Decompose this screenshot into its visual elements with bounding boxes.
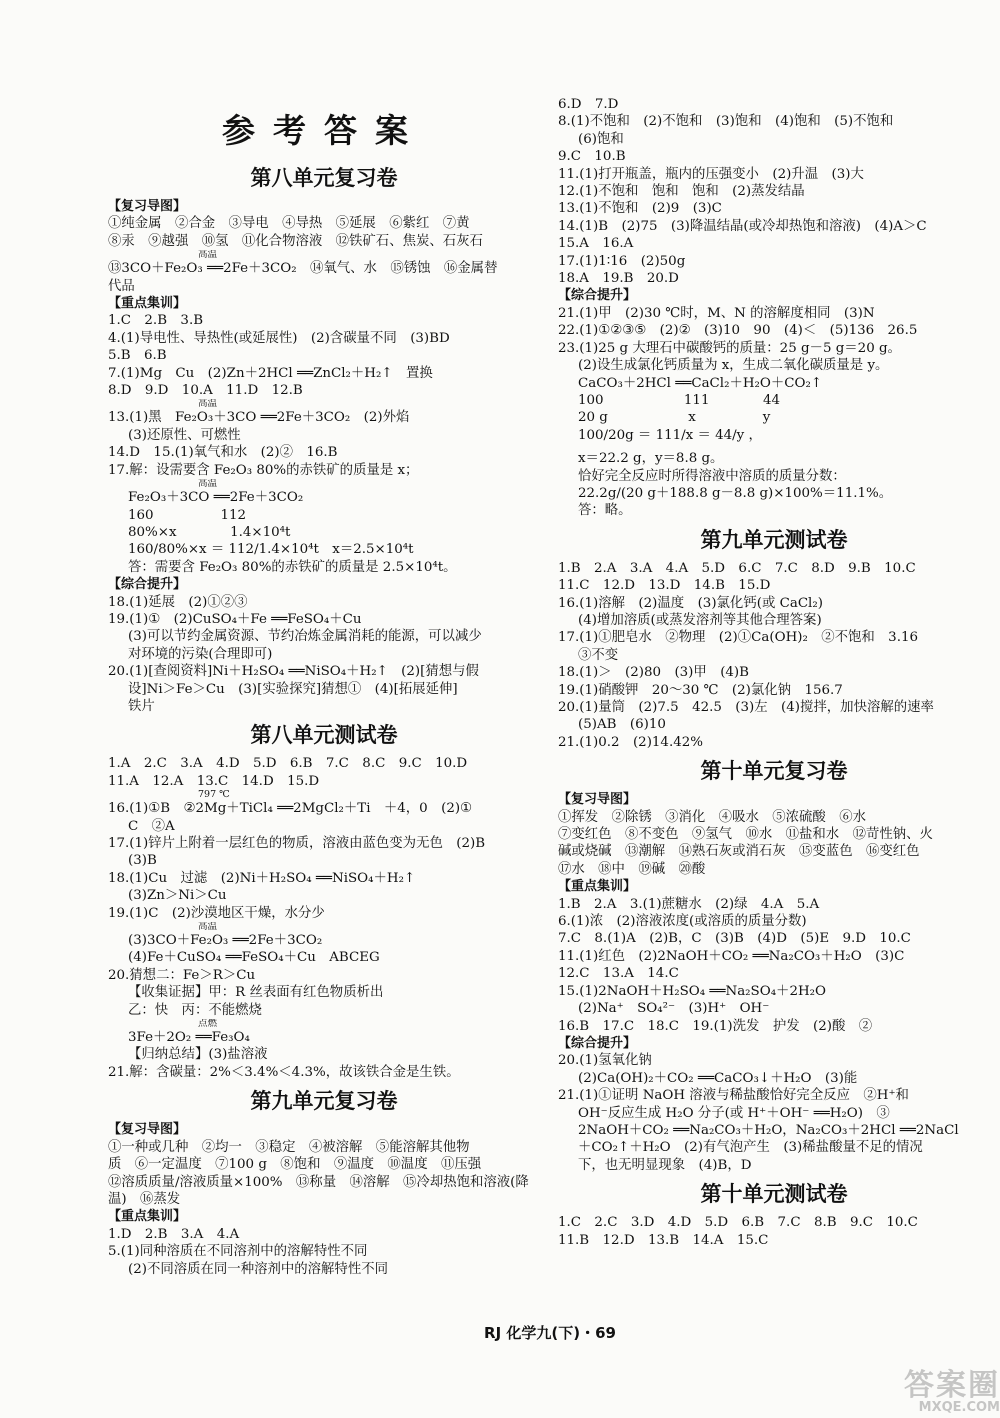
answer-line: 1.D 2.B 3.A 4.A: [108, 1226, 240, 1242]
answer-line: 代品: [108, 278, 135, 294]
unit9-review-title: 第九单元复习卷: [250, 1089, 398, 1114]
answer-line: OH⁻反应生成 H₂O 分子(或 H⁺＋OH⁻ ══H₂O) ③: [578, 1105, 890, 1121]
answer-line: 23.(1)25 g 大理石中碳酸钙的质量：25 g－5 g＝20 g。: [558, 340, 901, 356]
answer-line: ⑦变红色 ⑧不变色 ⑨氢气 ⑩水 ⑪盐和水 ⑫苛性钠、火: [558, 827, 933, 843]
section-label: 【重点集训】: [558, 879, 637, 895]
page-footer: RJ 化学九(下)・69: [484, 1324, 616, 1342]
unit8-test-title: 第八单元测试卷: [250, 723, 398, 748]
answer-line: 21.(1)①证明 NaOH 溶液与稀盐酸恰好完全反应 ②H⁺和: [558, 1088, 909, 1104]
unit9-review-answers: [108, 1121, 540, 1278]
unit8-review-answers: [108, 198, 540, 715]
answer-line: 100 111 44: [578, 392, 781, 408]
answer-line: 11.B 12.D 13.B 14.A 15.C: [558, 1232, 769, 1248]
section-label: 【复习导图】: [558, 792, 637, 808]
answer-line: (4)Fe＋CuSO₄ ══FeSO₄＋Cu ABCEG: [128, 950, 380, 966]
answer-line: 12.(1)不饱和 饱和 饱和 (2)蒸发结晶: [558, 184, 805, 200]
answer-line: 答：略。: [578, 503, 632, 519]
answer-line: (6)饱和: [578, 131, 624, 147]
answer-line: 【收集证据】甲：R 丝表面有红色物质析出: [128, 985, 384, 1001]
answer-line: (4)增加溶质(或蒸发溶剂等其他合理答案): [578, 612, 822, 628]
answer-line: (3)Zn＞Ni＞Cu: [128, 888, 227, 904]
answer-line: 20.(1)量筒 (2)7.5 42.5 (3)左 (4)搅拌，加快溶解的速率: [558, 700, 934, 715]
answer-line: 碱或烧碱 ⑬潮解 ⑭熟石灰或消石灰 ⑮变蓝色 ⑯变红色: [558, 844, 920, 860]
watermark-url: MXQE.COM: [918, 1400, 1000, 1415]
answer-line: ⑬3CO＋Fe₂O₃ ══2Fe＋3CO₂ ⑭氧气、水 ⑮锈蚀 ⑯金属替: [108, 261, 498, 277]
answer-line: 4.(1)导电性、导热性(或延展性) (2)含碳量不同 (3)BD: [108, 330, 450, 346]
left-column: [108, 95, 540, 1278]
answer-line: 7.(1)Mg Cu (2)Zn＋2HCl ══ZnCl₂＋H₂↑ 置换: [108, 365, 433, 381]
unit10-review-answers: [558, 791, 990, 1174]
answer-line: C ②A: [128, 818, 175, 834]
answer-line: 1.B 2.A 3.A 4.A 5.D 6.C 7.C 8.D 9.B 10.C: [558, 560, 916, 576]
answer-line: 17.(1)1∶16 (2)50g: [558, 253, 686, 269]
unit9-test-answers: [558, 560, 990, 751]
section-label: 【综合提升】: [558, 288, 637, 304]
answer-line: (3)可以节约金属资源、节约冶炼金属消耗的能源，可以减少: [128, 629, 482, 645]
reaction-condition: 点燃: [198, 1019, 218, 1030]
answer-line: 6.D 7.D: [558, 97, 619, 112]
answer-line: ⑰水 ⑱中 ⑲碱 ⑳酸: [558, 861, 706, 877]
answer-line: 18.(1)延展 (2)①②③: [108, 594, 248, 610]
answer-line: 160 112: [128, 507, 247, 523]
answer-line: 17.(1)①肥皂水 ②物理 (2)①Ca(OH)₂ ②不饱和 3.16: [558, 630, 918, 646]
answer-line: 18.A 19.B 20.D: [558, 271, 679, 287]
answer-line: 铁片: [128, 698, 155, 714]
answer-line: (2)设生成氯化钙质量为 x，生成二氧化碳质量是 y。: [578, 358, 889, 374]
answer-line: 16.(1)溶解 (2)温度 (3)氯化钙(或 CaCl₂): [558, 595, 823, 611]
section-label: 【复习导图】: [108, 1122, 187, 1138]
answer-line: 对环境的污染(合理即可): [128, 646, 273, 662]
answer-line: ①纯金属 ②合金 ③导电 ④导热 ⑤延展 ⑥紫红 ⑦黄: [108, 216, 470, 232]
answer-line: 9.C 10.B: [558, 149, 626, 165]
answer-line: 乙：快 丙：不能燃烧: [128, 1002, 262, 1018]
section-label: 【综合提升】: [558, 1035, 637, 1051]
answer-line: CaCO₃＋2HCl ══CaCl₂＋H₂O＋CO₂↑: [578, 375, 823, 391]
answer-line: (3)B: [128, 853, 157, 869]
answer-line: 100/20g ＝ 111/x ＝ 44/y ，: [578, 427, 762, 443]
answer-line: 1.C 2.C 3.D 4.D 5.D 6.B 7.C 8.B 9.C 10.C: [558, 1215, 918, 1231]
answer-line: 12.C 13.A 14.C: [558, 966, 679, 982]
watermark-text: 答案圈: [904, 1368, 1000, 1403]
unit10-test-answers: [558, 1214, 990, 1249]
answer-line: 17.(1)锌片上附着一层红色的物质，溶液由蓝色变为无色 (2)B: [108, 836, 486, 851]
answer-line: 19.(1)① (2)CuSO₄＋Fe ══FeSO₄＋Cu: [108, 611, 362, 627]
reaction-condition: 797 ℃: [198, 790, 230, 801]
answer-line: (3)还原性、可燃性: [128, 427, 241, 443]
answer-line: 15.(1)2NaOH＋H₂SO₄ ══Na₂SO₄＋2H₂O: [558, 983, 826, 999]
answer-line: 14.(1)B (2)75 (3)降温结晶(或冷却热饱和溶液) (4)A＞C: [558, 218, 927, 234]
unit10-test-title: 第十单元测试卷: [700, 1182, 848, 1207]
answer-line: 6.(1)浓 (2)溶液浓度(或溶质的质量分数): [558, 914, 807, 930]
reaction-condition: 高温: [198, 250, 218, 261]
answer-line: ③不变: [578, 647, 619, 663]
unit8-test-answers: [108, 755, 540, 1081]
answer-line: 20.(1)氢氧化钠: [558, 1053, 652, 1069]
section-label: 【综合提升】: [108, 577, 187, 593]
answer-line: 11.(1)红色 (2)2NaOH＋CO₂ ══Na₂CO₃＋H₂O (3)C: [558, 948, 905, 964]
answer-line: 设]Ni＞Fe＞Cu (3)[实验探究]猜想① (4)[拓展延伸]: [128, 681, 458, 697]
answer-line: 18.(1)Cu 过滤 (2)Ni＋H₂SO₄ ══NiSO₄＋H₂↑: [108, 870, 416, 886]
answer-line: 8.(1)不饱和 (2)不饱和 (3)饱和 (4)饱和 (5)不饱和: [558, 114, 894, 130]
answer-line: 恰好完全反应时所得溶液中溶质的质量分数：: [578, 468, 846, 484]
answer-line: 18.(1)＞ (2)80 (3)甲 (4)B: [558, 665, 749, 681]
answer-line: ①一种或几种 ②均一 ③稳定 ④被溶解 ⑤能溶解其他物: [108, 1139, 470, 1155]
answer-line: 160/80%×x ＝ 112/1.4×10⁴t x＝2.5×10⁴t: [128, 542, 414, 558]
answer-line: 13.(1)不饱和 (2)9 (3)C: [558, 201, 722, 217]
answer-line: 21.解：含碳量：2%＜3.4%＜4.3%，故该铁合金是生铁。: [108, 1064, 460, 1080]
unit10-review-title: 第十单元复习卷: [700, 759, 848, 784]
reaction-condition: 高温: [198, 479, 218, 490]
watermark-logo: [830, 1360, 1000, 1418]
answer-line: Fe₂O₃＋3CO ══2Fe＋3CO₂: [128, 490, 304, 506]
answer-line: 19.(1)C (2)沙漠地区干燥，水分少: [108, 905, 325, 921]
answer-line: 7.C 8.(1)A (2)B，C (3)B (4)D (5)E 9.D 10.C: [558, 931, 911, 947]
answer-line: x＝22.2 g，y＝8.8 g。: [578, 451, 724, 467]
reaction-condition: 高温: [198, 399, 218, 410]
answer-line: 1.B 2.A 3.(1)蔗糖水 (2)绿 4.A 5.A: [558, 896, 820, 912]
answer-line: (2)不同溶质在同一种溶剂中的溶解特性不同: [128, 1261, 388, 1277]
answer-line: 下，也无明显现象 (4)B，D: [578, 1157, 752, 1173]
answer-line: 17.解：设需要含 Fe₂O₃ 80%的赤铁矿的质量是 x；: [108, 462, 419, 478]
answer-line: 温) ⑯蒸发: [108, 1191, 181, 1207]
answer-line: 11.(1)打开瓶盖，瓶内的压强变小 (2)升温 (3)大: [558, 166, 864, 182]
unit9-test-title: 第九单元测试卷: [700, 527, 848, 552]
section-label: 【重点集训】: [108, 1209, 187, 1225]
answer-line: 【归纳总结】(3)盐溶液: [128, 1047, 268, 1063]
answer-line: 11.A 12.A 13.C 14.D 15.D: [108, 773, 320, 789]
answer-line: 13.(1)黑 Fe₂O₃＋3CO ══2Fe＋3CO₂ (2)外焰: [108, 410, 410, 426]
unit9-review-answers-cont: [558, 96, 990, 520]
answer-line: (2)Na⁺ SO₄²⁻ (3)H⁺ OH⁻: [578, 1001, 770, 1017]
answer-line: 1.C 2.B 3.B: [108, 313, 204, 329]
right-column: [558, 96, 990, 1249]
section-label: 【复习导图】: [108, 199, 187, 214]
answer-line: 15.A 16.A: [558, 236, 634, 252]
answer-line: 2NaOH＋CO₂ ══Na₂CO₃＋H₂O，Na₂CO₃＋2HCl ══2NaCl: [578, 1122, 959, 1138]
answer-line: 5.(1)同种溶质在不同溶剂中的溶解特性不同: [108, 1244, 368, 1260]
answer-line: 80%×x 1.4×10⁴t: [128, 524, 291, 540]
answer-line: 14.D 15.(1)氧气和水 (2)② 16.B: [108, 445, 338, 461]
answer-line: 1.A 2.C 3.A 4.D 5.D 6.B 7.C 8.C 9.C 10.D: [108, 756, 468, 772]
answer-line: 答：需要含 Fe₂O₃ 80%的赤铁矿的质量是 2.5×10⁴t。: [128, 559, 457, 575]
answer-line: (5)AB (6)10: [578, 717, 666, 733]
reaction-condition: 高温: [198, 922, 218, 933]
answer-line: 16.B 17.C 18.C 19.(1)洗发 护发 (2)酸 ②: [558, 1018, 873, 1034]
section-label: 【重点集训】: [108, 296, 187, 312]
unit8-review-title: 第八单元复习卷: [250, 166, 398, 190]
answer-line: 5.B 6.B: [108, 348, 167, 364]
answer-line: 19.(1)硝酸钾 20～30 ℃ (2)氯化钠 156.7: [558, 682, 843, 698]
answer-line: 16.(1)①B ②2Mg＋TiCl₄ ══2MgCl₂＋Ti ＋4，0 (2)①: [108, 801, 473, 817]
answer-line: ⑧汞 ⑨越强 ⑩氢 ⑪化合物溶液 ⑫铁矿石、焦炭、石灰石: [108, 233, 483, 249]
answer-line: 11.C 12.D 13.D 14.B 15.D: [558, 578, 771, 594]
answer-line: ＋CO₂↑＋H₂O (2)有气泡产生 (3)稀盐酸量不足的情况: [578, 1140, 923, 1156]
answer-line: 20.(1)[查阅资料]Ni＋H₂SO₄ ══NiSO₄＋H₂↑ (2)[猜想与假: [108, 664, 479, 680]
answer-line: 22.(1)①②③⑤ (2)② (3)10 90 (4)＜ (5)136 26.5: [558, 323, 918, 339]
answer-line: 22.2g/(20 g＋188.8 g－8.8 g)×100%＝11.1%。: [578, 485, 893, 501]
answer-line: 20.猜想二：Fe＞R＞Cu: [108, 967, 256, 983]
answer-line: 20 g x y: [578, 410, 771, 426]
answer-line: ⑫溶质质量/溶液质量×100% ⑬称量 ⑭溶解 ⑮冷却热饱和溶液(降: [108, 1174, 529, 1190]
answer-line: (3)3CO＋Fe₂O₃ ══2Fe＋3CO₂: [128, 933, 323, 949]
answer-line: 3Fe＋2O₂ ══Fe₃O₄: [128, 1030, 250, 1046]
page-title: 参考答案: [222, 111, 426, 150]
answer-line: 21.(1)甲 (2)30 ℃时，M、N 的溶解度相同 (3)N: [558, 305, 875, 321]
answer-line: (2)Ca(OH)₂＋CO₂ ══CaCO₃↓＋H₂O (3)能: [578, 1070, 858, 1086]
answer-line: ①挥发 ②除锈 ③消化 ④吸水 ⑤浓硫酸 ⑥水: [558, 809, 866, 825]
answer-line: 质 ⑥一定温度 ⑦100 g ⑧饱和 ⑨温度 ⑩温度 ⑪压强: [108, 1157, 482, 1173]
answer-line: 21.(1)0.2 (2)14.42%: [558, 734, 703, 750]
answer-line: 8.D 9.D 10.A 11.D 12.B: [108, 383, 303, 399]
